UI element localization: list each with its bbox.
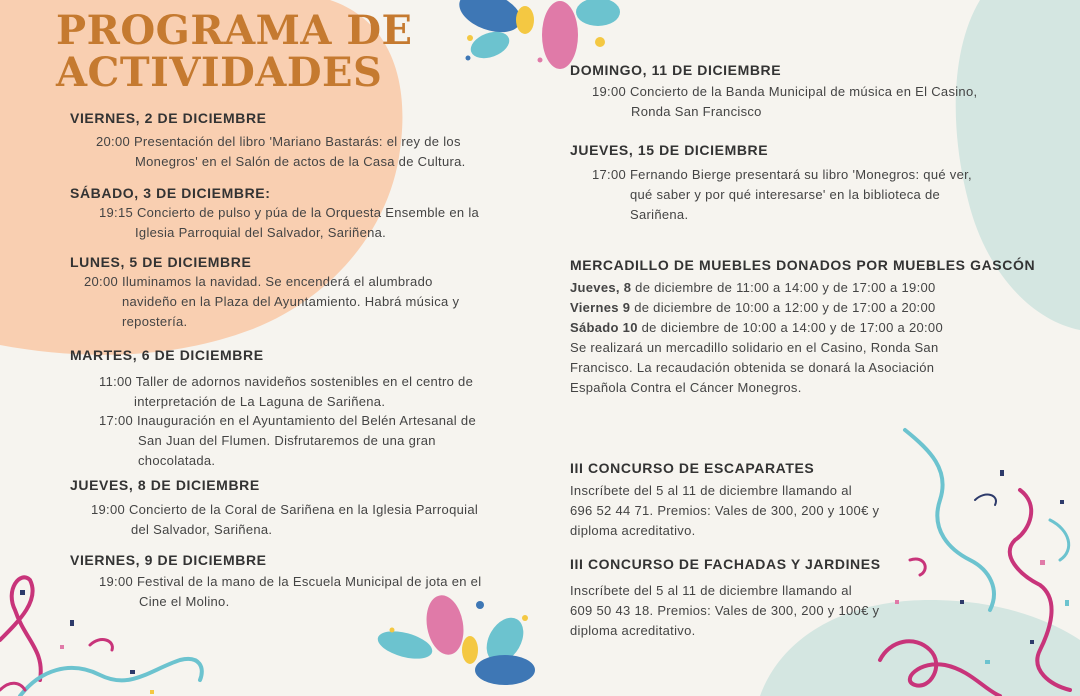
event-text: diploma acreditativo. — [570, 523, 696, 538]
event-text: chocolatada. — [138, 453, 216, 468]
event-text: San Juan del Flumen. Disfrutaremos de una gran — [138, 433, 436, 448]
event-text: Cine el Molino. — [139, 594, 230, 609]
heading-jueves-15: JUEVES, 15 DE DICIEMBRE — [570, 142, 769, 158]
page-title — [56, 7, 413, 96]
event-viernes-9 — [99, 572, 481, 612]
event-text: 19:00 Concierto de la Coral de Sariñena en la Iglesia Parroquial — [91, 502, 479, 517]
heading-martes-6: MARTES, 6 DE DICIEMBRE — [70, 347, 264, 363]
event-text: 11:00 Taller de adornos navideños sostenibles en el centro de — [99, 374, 474, 389]
event-text: diploma acreditativo. — [570, 623, 696, 638]
event-text: Francisco. La recaudación obtenida se donará la Asociación — [570, 360, 935, 375]
event-text: 19:15 Concierto de pulso y púa de la Orquesta Ensemble en la — [99, 205, 480, 220]
event-text: 19:00 Festival de la mano de la Escuela Municipal de jota en el — [99, 574, 482, 589]
event-martes-6-b — [99, 411, 476, 471]
event-text: Monegros' en el Salón de actos de la Casa de Cultura. — [135, 154, 466, 169]
event-martes-6-a — [99, 372, 473, 412]
event-text: Ronda San Francisco — [631, 104, 762, 119]
event-viernes-2 — [96, 132, 466, 172]
event-text: del Salvador, Sariñena. — [131, 522, 273, 537]
event-text: 19:00 Concierto de la Banda Municipal de música en El Casino, — [592, 84, 978, 99]
event-text: Inscríbete del 5 al 11 de diciembre llamando al — [570, 483, 852, 498]
mercadillo-date-2 — [570, 298, 943, 318]
event-text: 20:00 Presentación del libro 'Mariano Bastarás: el rey de los — [96, 134, 461, 149]
event-text: 609 50 43 18. Premios: Vales de 300, 200 y 100€ y — [570, 603, 880, 618]
event-text: 20:00 Iluminamos la navidad. Se encenderá el alumbrado — [84, 274, 433, 289]
event-domingo-11 — [592, 82, 977, 122]
event-text: Inscríbete del 5 al 11 de diciembre llamando al — [570, 583, 852, 598]
event-text: qué saber y por qué interesarse' en la biblioteca de — [630, 187, 941, 202]
event-text: 17:00 Inauguración en el Ayuntamiento del Belén Artesanal de — [99, 413, 476, 428]
heading-mercadillo: MERCADILLO DE MUEBLES DONADOS POR MUEBLES GASCÓN — [570, 257, 1036, 273]
event-text: de diciembre de 10:00 a 14:00 y de 17:00 a 20:00 — [637, 320, 943, 335]
event-jueves-15 — [592, 165, 972, 225]
heading-domingo-11: DOMINGO, 11 DE DICIEMBRE — [570, 62, 782, 78]
title-line-1: PROGRAMA DE — [56, 7, 413, 54]
heading-fachadas: III CONCURSO DE FACHADAS Y JARDINES — [570, 556, 881, 572]
event-text: Iglesia Parroquial del Salvador, Sariñena. — [135, 225, 387, 240]
heading-viernes-2: VIERNES, 2 DE DICIEMBRE — [70, 110, 267, 126]
heading-escaparates: III CONCURSO DE ESCAPARATES — [570, 460, 815, 476]
mercadillo-date-3 — [570, 318, 943, 338]
event-sabado-3 — [99, 203, 479, 243]
heading-sabado-3: SÁBADO, 3 DE DICIEMBRE: — [70, 185, 271, 201]
event-lunes-5 — [84, 272, 459, 332]
event-text: Se realizará un mercadillo solidario en el Casino, Ronda San — [570, 340, 939, 355]
heading-viernes-9: VIERNES, 9 DE DICIEMBRE — [70, 552, 267, 568]
event-text: repostería. — [122, 314, 188, 329]
day-label: Sábado 10 — [570, 320, 638, 335]
day-label: Viernes 9 — [570, 300, 631, 315]
mint-blob-top-right — [956, 0, 1080, 330]
event-text: navideño en la Plaza del Ayuntamiento. Habrá música y — [122, 294, 460, 309]
event-text: de diciembre de 10:00 a 12:00 y de 17:00 a 20:00 — [630, 300, 936, 315]
event-text: de diciembre de 11:00 a 14:00 y de 17:00 a 19:00 — [631, 280, 936, 295]
event-jueves-8 — [91, 500, 478, 540]
title-line-2: ACTIVIDADES — [56, 49, 383, 96]
event-text: Española Contra el Cáncer Monegros. — [570, 380, 802, 395]
escaparates-details — [570, 481, 879, 541]
event-text: 17:00 Fernando Bierge presentará su libro 'Monegros: qué ver, — [592, 167, 972, 182]
event-text: interpretación de La Laguna de Sariñena. — [134, 394, 386, 409]
fachadas-details — [570, 581, 879, 641]
mercadillo-date-1 — [570, 278, 943, 298]
day-label: Jueves, 8 — [570, 280, 632, 295]
event-text: 696 52 44 71. Premios: Vales de 300, 200 y 100€ y — [570, 503, 880, 518]
top-splash — [454, 0, 620, 69]
event-text: Sariñena. — [630, 207, 689, 222]
heading-lunes-5: LUNES, 5 DE DICIEMBRE — [70, 254, 252, 270]
heading-jueves-8: JUEVES, 8 DE DICIEMBRE — [70, 477, 260, 493]
mercadillo-details — [570, 278, 943, 398]
